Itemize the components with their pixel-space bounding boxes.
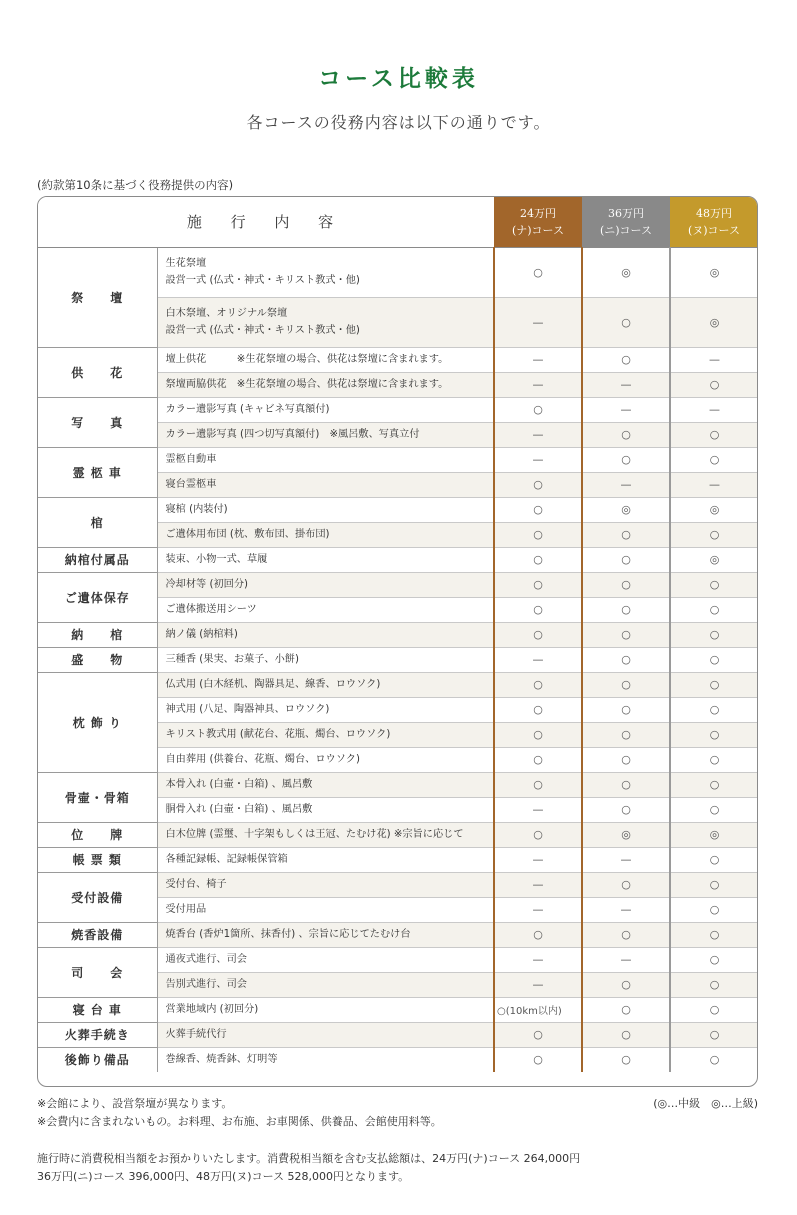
mark-cell-course-3: ○	[670, 922, 758, 947]
mark-cell-course-3: ○	[670, 797, 758, 822]
category-cell: 寝 台 車	[38, 997, 157, 1022]
course-price: 48万円	[696, 206, 732, 220]
category-cell: 盛 物	[38, 647, 157, 672]
mark-cell-course-3: ○	[670, 972, 758, 997]
mark-cell-course-2: ○	[582, 922, 670, 947]
table-row	[38, 572, 758, 597]
header-course-ni	[582, 197, 670, 247]
footnote-venue: ※会館により、設営祭壇が異なります。	[37, 1097, 233, 1110]
mark-cell-course-1: —	[494, 972, 582, 997]
item-cell: 霊柩自動車	[157, 447, 494, 472]
mark-cell-course-1: ○	[494, 772, 582, 797]
item-cell: カラー遺影写真 (キャビネ写真額付)	[157, 397, 494, 422]
legend: (◎…中級 ◎…上級)	[653, 1097, 758, 1110]
mark-cell-course-2: —	[582, 847, 670, 872]
mark-cell-course-2: —	[582, 947, 670, 972]
table-row	[38, 547, 758, 572]
table-body	[38, 247, 758, 1072]
item-cell: ご遺体用布団 (枕、敷布団、掛布団)	[157, 522, 494, 547]
item-cell: 自由葬用 (供養台、花瓶、燭台、ロウソク)	[157, 747, 494, 772]
category-cell: 祭 壇	[38, 247, 157, 347]
table-row	[38, 397, 758, 422]
mark-cell-course-2: ○	[582, 672, 670, 697]
mark-cell-course-3: ◎	[670, 547, 758, 572]
mark-cell-course-2: ○	[582, 622, 670, 647]
mark-cell-course-3: ○	[670, 672, 758, 697]
table-row	[38, 622, 758, 647]
category-cell: 後飾り備品	[38, 1047, 157, 1072]
item-cell: 冷却材等 (初回分)	[157, 572, 494, 597]
mark-cell-course-2: ○	[582, 997, 670, 1022]
mark-cell-course-2: ○	[582, 1022, 670, 1047]
course-price: 36万円	[608, 206, 644, 220]
mark-cell-course-3: ○	[670, 1047, 758, 1072]
mark-cell-course-3: ○	[670, 772, 758, 797]
mark-cell-course-2: ○	[582, 872, 670, 897]
item-cell: 生花祭壇 設営一式 (仏式・神式・キリスト教式・他)	[157, 247, 494, 297]
mark-cell-course-1: ○	[494, 697, 582, 722]
table-row	[38, 822, 758, 847]
mark-cell-course-1: ○	[494, 822, 582, 847]
page-title: コース比較表	[318, 66, 479, 92]
table-row	[38, 672, 758, 697]
item-cell: 胴骨入れ (白壷・白箱) 、風呂敷	[157, 797, 494, 822]
mark-cell-course-1: —	[494, 897, 582, 922]
mark-cell-course-2: ○	[582, 422, 670, 447]
mark-cell-course-3: ◎	[670, 247, 758, 297]
mark-cell-course-3: ○	[670, 747, 758, 772]
item-cell: 装束、小物一式、草履	[157, 547, 494, 572]
mark-cell-course-1: ○	[494, 522, 582, 547]
mark-cell-course-3: ○	[670, 597, 758, 622]
mark-cell-course-2: ○	[582, 647, 670, 672]
mark-cell-course-2: ◎	[582, 497, 670, 522]
mark-cell-course-3: ○	[670, 947, 758, 972]
category-cell: 司 会	[38, 947, 157, 997]
table-row	[38, 1022, 758, 1047]
item-cell: 焼香台 (香炉1箇所、抹香付) 、宗旨に応じてたむけ台	[157, 922, 494, 947]
mark-cell-course-2: —	[582, 472, 670, 497]
mark-cell-course-1: ○(10km以内)	[494, 997, 582, 1022]
item-cell: 白木祭壇、オリジナル祭壇 設営一式 (仏式・神式・キリスト教式・他)	[157, 297, 494, 347]
mark-cell-course-1: —	[494, 372, 582, 397]
mark-cell-course-1: ○	[494, 397, 582, 422]
item-cell: カラー遺影写真 (四つ切写真額付) ※風呂敷、写真立付	[157, 422, 494, 447]
mark-cell-course-1: —	[494, 297, 582, 347]
header-course-nu	[670, 197, 758, 247]
mark-cell-course-3: ○	[670, 1022, 758, 1047]
mark-cell-course-1: —	[494, 422, 582, 447]
item-cell: 告別式進行、司会	[157, 972, 494, 997]
mark-cell-course-3: —	[670, 472, 758, 497]
item-cell: 寝棺 (内装付)	[157, 497, 494, 522]
mark-cell-course-2: ○	[582, 522, 670, 547]
category-cell: 納棺付属品	[38, 547, 157, 572]
mark-cell-course-3: ○	[670, 722, 758, 747]
item-cell: 受付台、椅子	[157, 872, 494, 897]
mark-cell-course-1: ○	[494, 747, 582, 772]
mark-cell-course-1: —	[494, 797, 582, 822]
course-name: (ナ)コース	[511, 223, 565, 237]
mark-cell-course-3: ○	[670, 622, 758, 647]
mark-cell-course-3: ○	[670, 422, 758, 447]
table-row	[38, 997, 758, 1022]
item-cell: 壇上供花 ※生花祭壇の場合、供花は祭壇に含まれます。	[157, 347, 494, 372]
page-subtitle: 各コースの役務内容は以下の通りです。	[246, 113, 551, 132]
mark-cell-course-1: —	[494, 847, 582, 872]
item-cell: 巻線香、焼香鉢、灯明等	[165, 1054, 278, 1066]
mark-cell-course-1: —	[494, 347, 582, 372]
mark-cell-course-1: ○	[494, 922, 582, 947]
tax-note-line2: 36万円(ニ)コース 396,000円、48万円(ヌ)コース 528,000円となります。	[37, 1170, 410, 1183]
mark-cell-course-1: —	[494, 947, 582, 972]
mark-cell-course-3: ○	[670, 447, 758, 472]
mark-cell-course-2: ○	[582, 572, 670, 597]
item-cell: 神式用 (八足、陶器神具、ロウソク)	[157, 697, 494, 722]
table-row	[38, 247, 758, 297]
mark-cell-course-3: ○	[670, 872, 758, 897]
mark-cell-course-1: ○	[494, 597, 582, 622]
course-name: (ヌ)コース	[687, 223, 741, 237]
mark-cell-course-1: ○	[494, 547, 582, 572]
mark-cell-course-3: ◎	[670, 297, 758, 347]
category-cell: 納 棺	[38, 622, 157, 647]
mark-cell-course-2: ○	[582, 972, 670, 997]
category-cell: 写 真	[38, 397, 157, 447]
category-cell: 焼香設備	[38, 922, 157, 947]
mark-cell-course-3: —	[670, 347, 758, 372]
mark-cell-course-2: ○	[582, 772, 670, 797]
mark-cell-course-2: ○	[582, 1047, 670, 1072]
table-row	[38, 347, 758, 372]
item-cell: 寝台霊柩車	[157, 472, 494, 497]
mark-cell-course-2: ○	[582, 797, 670, 822]
mark-cell-course-3: ○	[670, 647, 758, 672]
header-main: 施 行 内 容	[38, 197, 494, 247]
category-cell: 火葬手続き	[38, 1022, 157, 1047]
table-row	[38, 872, 758, 897]
category-cell: 帳 票 類	[38, 847, 157, 872]
mark-cell-course-3: ○	[670, 572, 758, 597]
item-cell: 通夜式進行、司会	[157, 947, 494, 972]
item-cell: ご遺体搬送用シーツ	[157, 597, 494, 622]
mark-cell-course-2: ○	[582, 547, 670, 572]
mark-cell-course-1: ○	[494, 722, 582, 747]
item-cell: 三種香 (果実、お菓子、小餅)	[157, 647, 494, 672]
mark-cell-course-2: —	[582, 372, 670, 397]
table-row	[38, 647, 758, 672]
course-comparison-table	[37, 196, 758, 1087]
mark-cell-course-1: —	[494, 647, 582, 672]
category-cell: 枕 飾 り	[38, 672, 157, 772]
table-row	[38, 847, 758, 872]
category-cell: 骨壷・骨箱	[38, 772, 157, 822]
table-row	[38, 947, 758, 972]
item-cell: 本骨入れ (白壷・白箱) 、風呂敷	[157, 772, 494, 797]
mark-cell-course-2: ◎	[582, 247, 670, 297]
category-cell: 受付設備	[38, 872, 157, 922]
tax-note-line1: 施行時に消費税相当額をお預かりいたします。消費税相当額を含む支払総額は、24万円(ナ)コース 264,000円	[37, 1152, 581, 1165]
table-row	[38, 447, 758, 472]
mark-cell-course-1: ○	[494, 1047, 582, 1072]
mark-cell-course-3: ○	[670, 697, 758, 722]
course-name: (ニ)コース	[599, 223, 653, 237]
header-course-na	[494, 197, 582, 247]
category-cell: 霊 柩 車	[38, 447, 157, 497]
mark-cell-course-1: —	[494, 447, 582, 472]
item-cell: 営業地域内 (初回分)	[157, 997, 494, 1022]
mark-cell-course-1: ○	[494, 572, 582, 597]
mark-cell-course-2: ○	[582, 747, 670, 772]
mark-cell-course-3: —	[670, 397, 758, 422]
course-price: 24万円	[520, 206, 556, 220]
item-cell: 火葬手続代行	[157, 1022, 494, 1047]
item-cell: 各種記録帳、記録帳保管箱	[157, 847, 494, 872]
table-row	[38, 922, 758, 947]
mark-cell-course-1: ○	[494, 472, 582, 497]
mark-cell-course-1: ○	[494, 622, 582, 647]
item-cell: 祭壇両脇供花 ※生花祭壇の場合、供花は祭壇に含まれます。	[157, 372, 494, 397]
table-row	[38, 1047, 758, 1072]
mark-cell-course-2: ○	[582, 722, 670, 747]
category-cell: ご遺体保存	[38, 572, 157, 622]
mark-cell-course-2: ○	[582, 697, 670, 722]
mark-cell-course-1: —	[494, 872, 582, 897]
category-cell: 供 花	[38, 347, 157, 397]
mark-cell-course-1: ○	[494, 247, 582, 297]
mark-cell-course-1: ○	[494, 497, 582, 522]
category-cell: 位 牌	[38, 822, 157, 847]
mark-cell-course-1: ○	[494, 672, 582, 697]
category-cell: 棺	[38, 497, 157, 547]
mark-cell-course-3: ◎	[670, 497, 758, 522]
mark-cell-course-3: ○	[670, 522, 758, 547]
item-cell: キリスト教式用 (献花台、花瓶、燭台、ロウソク)	[157, 722, 494, 747]
mark-cell-course-2: ○	[582, 347, 670, 372]
mark-cell-course-1: ○	[494, 1022, 582, 1047]
table-row	[38, 772, 758, 797]
mark-cell-course-3: ○	[670, 897, 758, 922]
mark-cell-course-2: —	[582, 397, 670, 422]
mark-cell-course-3: ○	[670, 372, 758, 397]
item-cell: 納ノ儀 (納棺料)	[157, 622, 494, 647]
mark-cell-course-2: ○	[582, 597, 670, 622]
mark-cell-course-2: ○	[582, 447, 670, 472]
mark-cell-course-2: ○	[582, 297, 670, 347]
mark-cell-course-2: ◎	[582, 822, 670, 847]
mark-cell-course-3: ○	[670, 997, 758, 1022]
table-row	[38, 497, 758, 522]
item-cell: 受付用品	[157, 897, 494, 922]
mark-cell-course-3: ◎	[670, 822, 758, 847]
footnote-excluded: ※会費内に含まれないもの。お料理、お布施、お車関係、供養品、会館使用料等。	[37, 1115, 442, 1128]
mark-cell-course-2: —	[582, 897, 670, 922]
table-caption: (約款第10条に基づく役務提供の内容)	[37, 178, 234, 192]
item-cell: 白木位牌 (霊璽、十字架もしくは王冠、たむけ花) ※宗旨に応じて	[157, 822, 494, 847]
item-cell: 仏式用 (白木経机、陶器具足、線香、ロウソク)	[157, 672, 494, 697]
mark-cell-course-3: ○	[670, 847, 758, 872]
